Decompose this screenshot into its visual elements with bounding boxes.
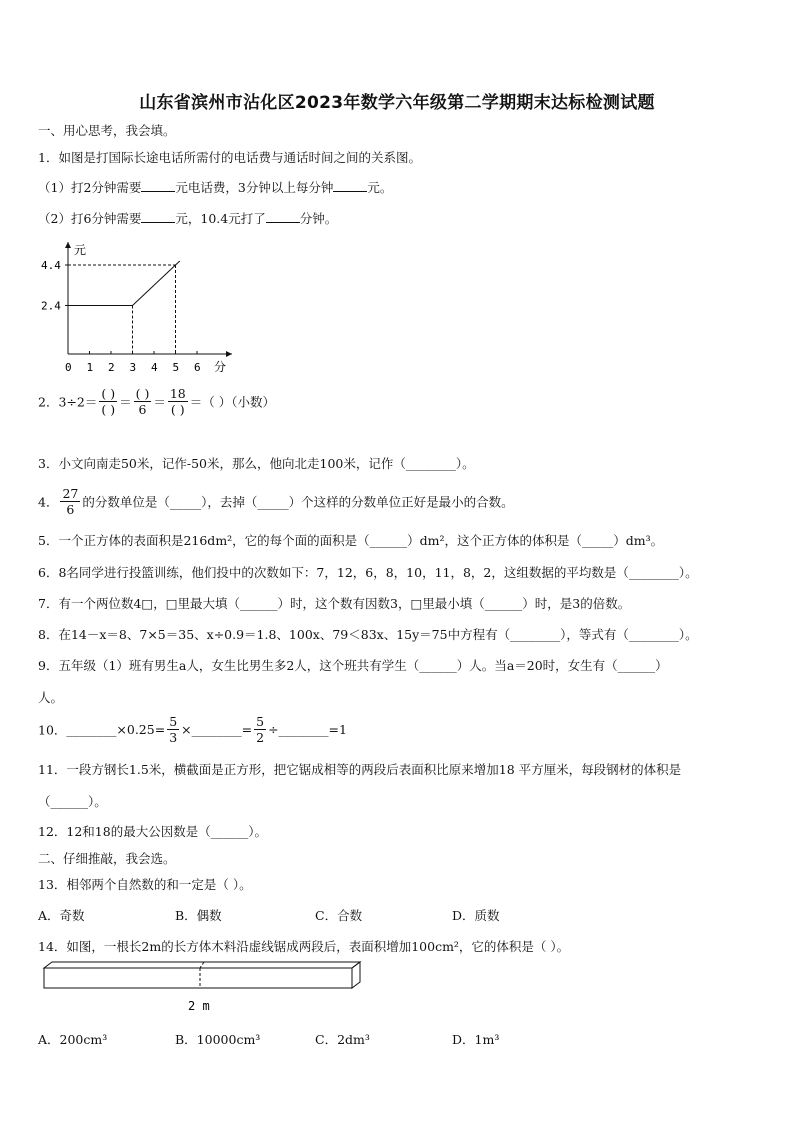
fraction-numerator: 5	[256, 714, 265, 729]
fraction-denominator[interactable]: ( )	[101, 402, 116, 417]
section-heading-2: 二、仔细推敲，我会选。	[38, 851, 176, 866]
fraction	[60, 486, 80, 517]
q4-suffix: 的分数单位是（_____），去掉（_____）个这样的分数单位正好是最小的合数。	[82, 494, 514, 510]
question-12: 12．12和18的最大公因数是（______）。	[38, 824, 267, 839]
q10-end: =1	[328, 722, 347, 737]
question-13: 13．相邻两个自然数的和一定是（ ）。	[38, 877, 252, 892]
fee-series-line	[68, 261, 180, 305]
question-7: 7．有一个两位数4□，□里最大填（______）时，这个数有因数3，□里最小填（______）时，是3的倍数。	[38, 596, 631, 611]
q1-part2-text-a: （2）打6分钟需要	[38, 211, 142, 226]
fraction	[167, 714, 179, 745]
fraction-numerator: 27	[62, 486, 79, 501]
question-10	[38, 714, 347, 745]
wood-beam-figure	[38, 958, 368, 1020]
answer-blank[interactable]: ________	[191, 722, 242, 737]
answer-blank[interactable]: ________	[66, 722, 117, 737]
option-b[interactable]: B．10000cm³	[175, 1032, 261, 1047]
question-14: 14．如图，一根长2m的长方体木料沿虚线锯成两段后，表面积增加100cm²，它的体积是（ ）。	[38, 939, 570, 954]
y-tick-label: 2.4	[41, 299, 61, 313]
phone-fee-chart	[30, 232, 250, 377]
x-tick-label: 2	[108, 361, 115, 374]
equals-sign: ＝	[153, 394, 166, 410]
question-6: 6．8名同学进行投篮训练，他们投中的次数如下：7，12，6，8，10，11，8，2，这组数据的平均数是（________）。	[38, 565, 698, 580]
fraction-numerator[interactable]: ( )	[101, 386, 116, 401]
fraction-numerator: 5	[169, 714, 178, 729]
question-9-continued: 人。	[38, 690, 64, 705]
q10-divide: ÷	[268, 722, 279, 737]
x-tick-label: 5	[172, 361, 180, 374]
question-8: 8．在14－x＝8、7×5＝35、x÷0.9＝1.8、100x、79＜83x、15y＝75中方程有（________），等式有（________）。	[38, 627, 698, 642]
question-1-part-2	[38, 209, 337, 227]
x-tick-label: 3	[129, 361, 137, 374]
q1-part1-text-c: 元。	[367, 180, 393, 195]
question-11-continued: （______）。	[38, 794, 107, 809]
question-1: 1．如图是打国际长途电话所需付的电话费与通话时间之间的关系图。	[38, 150, 421, 165]
fraction-denominator: 3	[169, 730, 178, 745]
x-axis-label: 分	[214, 360, 227, 374]
question-2	[38, 386, 275, 417]
beam-side-face	[352, 962, 360, 988]
equals-sign: =	[241, 722, 253, 737]
fraction-denominator: 2	[256, 730, 265, 745]
fraction	[168, 386, 188, 417]
option-a[interactable]: A．奇数	[38, 908, 85, 923]
question-5: 5．一个正方体的表面积是216dm²，它的每个面的面积是（______）dm²，这个正方体的体积是（_____）dm³。	[38, 533, 664, 548]
q10-prefix: 10．	[38, 722, 67, 738]
q1-part2-text-c: 分钟。	[299, 211, 338, 226]
q2-suffix: ＝（ ）（小数）	[189, 394, 275, 410]
option-c[interactable]: C．合数	[315, 908, 363, 923]
x-tick-label: 4	[151, 361, 158, 374]
question-4	[38, 486, 514, 517]
fraction-denominator: 6	[66, 502, 75, 517]
option-d[interactable]: D．质数	[452, 908, 500, 923]
fraction	[99, 386, 117, 417]
question-11: 11．一段方钢长1.5米，横截面是正方形，把它锯成相等的两段后表面积比原来增加18 平方厘米，每段钢材的体积是	[38, 762, 682, 777]
beam-length-label: 2 m	[188, 999, 210, 1013]
fraction-numerator[interactable]: ( )	[135, 386, 150, 401]
beam-top-face	[44, 962, 360, 968]
answer-blank[interactable]	[333, 179, 367, 192]
x-tick-label: 1	[86, 361, 94, 374]
answer-blank[interactable]	[141, 210, 175, 223]
q1-part1-text-a: （1）打2分钟需要	[38, 180, 142, 195]
section-heading-1: 一、用心思考，我会填。	[38, 123, 176, 138]
answer-blank[interactable]	[266, 210, 300, 223]
beam-front-face	[44, 968, 352, 988]
x-tick-label: 0	[65, 361, 72, 374]
answer-blank[interactable]	[141, 179, 175, 192]
cut-line-top	[200, 962, 204, 968]
option-a[interactable]: A．200cm³	[38, 1032, 108, 1047]
y-axis-label: 元	[74, 243, 87, 257]
question-13-options	[38, 906, 500, 924]
option-b[interactable]: B．偶数	[175, 908, 222, 923]
q10-times: ×0.25=	[116, 722, 166, 737]
q4-prefix: 4．	[38, 494, 59, 510]
y-tick-label: 4.4	[41, 259, 61, 272]
fraction-denominator[interactable]: ( )	[170, 402, 185, 417]
x-tick-label: 6	[194, 361, 201, 374]
fraction	[134, 386, 152, 417]
question-3: 3．小文向南走50米，记作-50米，那么，他向北走100米，记作（________）。	[38, 456, 475, 471]
q1-part1-text-b: 元电话费，3分钟以上每分钟	[175, 180, 334, 195]
answer-blank[interactable]: ________	[278, 722, 329, 737]
question-1-part-1	[38, 178, 392, 196]
equals-sign: ＝	[119, 394, 132, 410]
q10-times: ×	[181, 722, 192, 737]
fraction-denominator: 6	[138, 402, 147, 417]
q1-part2-text-b: 元，10.4元打了	[175, 211, 266, 226]
page-title: 山东省滨州市沾化区2023年数学六年级第二学期期末达标检测试题	[139, 93, 655, 113]
q2-prefix: 2．3÷2＝	[38, 394, 98, 410]
fraction	[254, 714, 266, 745]
option-c[interactable]: C．2dm³	[315, 1032, 370, 1047]
option-d[interactable]: D．1m³	[452, 1032, 500, 1047]
fraction-numerator: 18	[169, 386, 186, 401]
question-14-options	[38, 1030, 499, 1048]
question-9: 9．五年级（1）班有男生a人，女生比男生多2人，这个班共有学生（______）人。当a＝20时，女生有（______）	[38, 658, 668, 673]
